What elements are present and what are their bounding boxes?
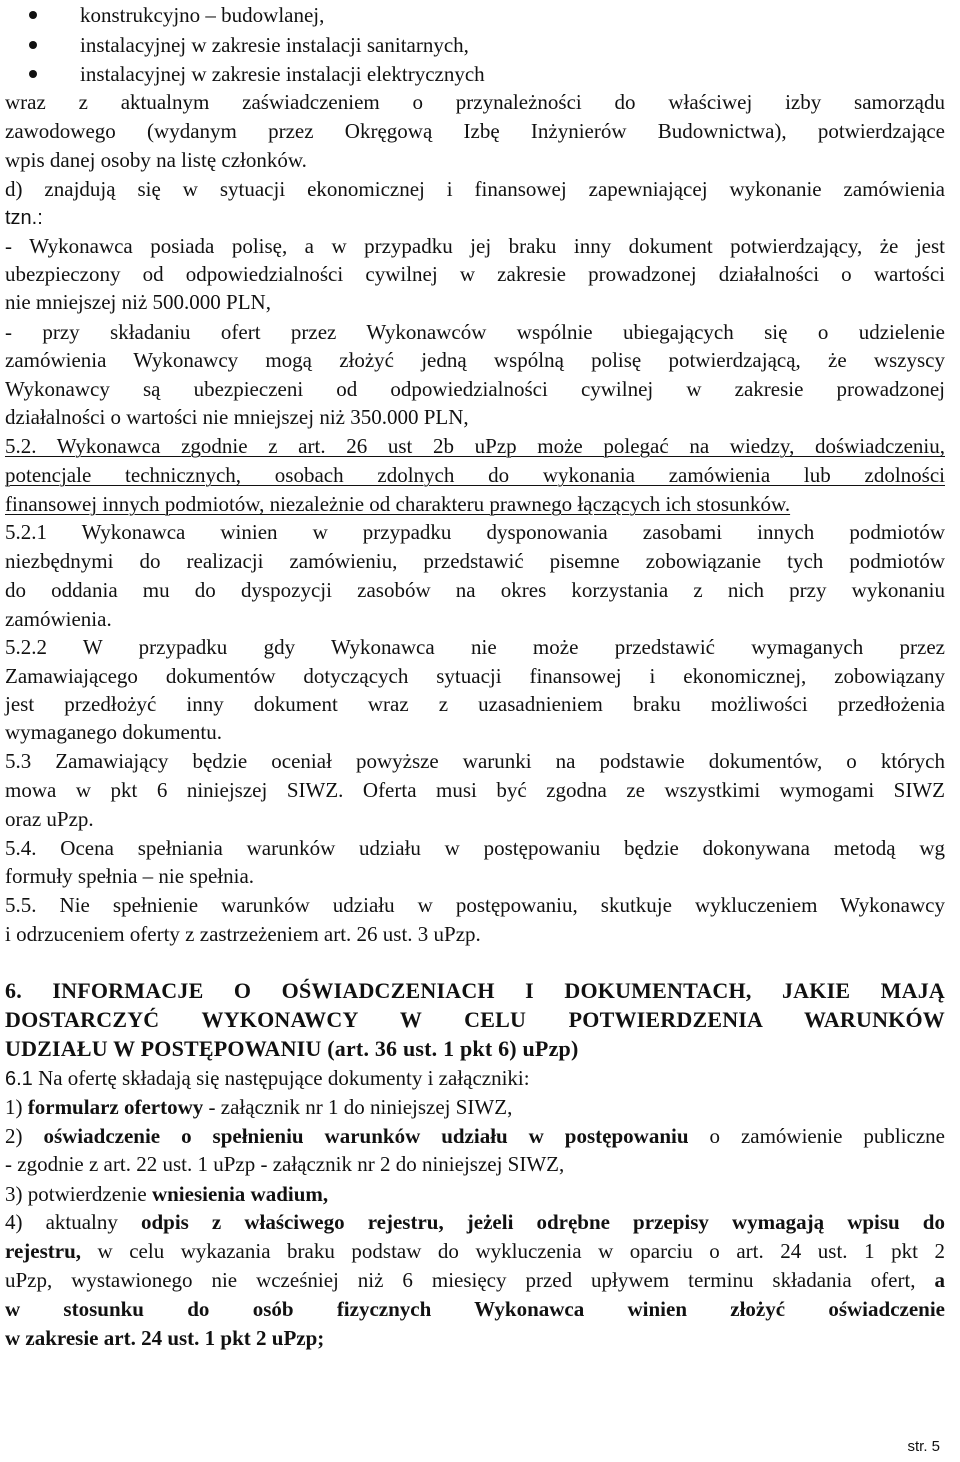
list-item-continuation	[5, 1266, 945, 1294]
bullet-item	[40, 1, 945, 29]
list-item	[5, 1208, 945, 1236]
item-suffix: - załącznik nr 1 do niniejszej SIWZ,	[203, 1095, 513, 1119]
text-line: formuły spełnia – nie spełnia.	[5, 864, 255, 888]
text-line: niezbędnymi do realizacji zamówieniu, przedstawić pisemne zobowiązanie tych podmiotów	[5, 549, 945, 573]
section-heading: UDZIAŁU W POSTĘPOWANIU (art. 36 ust. 1 pkt 6) uPzp)	[5, 1036, 579, 1061]
text-line: tzn.:	[5, 207, 43, 229]
text-line: d) znajdują się w sytuacji ekonomicznej i finansowej zapewniającej wykonanie zamówienia	[5, 177, 945, 201]
text-line-underlined: finansowej innych podmiotów, niezależnie od charakteru prawnego łączących ich stosunków.	[5, 492, 791, 516]
list-item-continuation: w zakresie art. 24 ust. 1 pkt 2 uPzp;	[5, 1326, 325, 1350]
text-line: 5.5. Nie spełnienie warunków udziału w postępowaniu, skutkuje wykluczeniem Wykonawcy	[5, 893, 945, 917]
item-prefix: 1)	[5, 1095, 28, 1119]
text-line: 5.2.1 Wykonawca winien w przypadku dysponowania zasobami innych podmiotów	[5, 520, 945, 544]
bullet-text: instalacyjnej w zakresie instalacji elektrycznych	[80, 62, 485, 86]
intro-number: 6.1	[5, 1068, 33, 1090]
intro-text: Na ofertę składają się następujące dokumenty i załączniki:	[32, 1066, 530, 1090]
section-heading: DOSTARCZYĆ WYKONAWCY W CELU POTWIERDZENIA WARUNKÓW	[5, 1007, 945, 1032]
item-prefix: 2)	[5, 1124, 44, 1148]
bullet-icon	[29, 41, 37, 49]
text-line: oraz uPzp.	[5, 807, 94, 831]
item-prefix: 4) aktualny	[5, 1210, 141, 1234]
text-line: Zamawiającego dokumentów dotyczących sytuacji finansowej i ekonomicznej, zobowiązany	[5, 664, 945, 688]
bullet-icon	[29, 70, 37, 78]
item-text: uPzp, wystawionego nie wcześniej niż 6 miesięcy przed upływem terminu składania ofert,	[5, 1268, 935, 1292]
item-bold: oświadczenie o spełnieniu warunków udziału w postępowaniu	[43, 1124, 689, 1148]
text-line: zamówienia.	[5, 607, 112, 631]
item-bold: odpis z właściwego rejestru, jeżeli odrębne przepisy wymagają wpisu do	[140, 1210, 945, 1234]
bullet-item	[40, 60, 945, 88]
text-line: mowa w pkt 6 niniejszej SIWZ. Oferta musi być zgodna ze wszystkimi wymogami SIWZ	[5, 778, 945, 802]
text-line: nie mniejszej niż 500.000 PLN,	[5, 290, 271, 314]
text-line: Wykonawcy są ubezpieczeni od odpowiedzialności cywilnej w zakresie prowadzonej	[5, 377, 945, 401]
text-line: 5.4. Ocena spełniania warunków udziału w postępowaniu będzie dokonywana metodą wg	[5, 836, 945, 860]
page-number: str. 5	[907, 1438, 940, 1455]
item-suffix: o zamówienie publiczne	[688, 1124, 945, 1148]
list-item	[5, 1180, 945, 1208]
bullet-text: konstrukcyjno – budowlanej,	[80, 3, 325, 27]
text-line: działalności o wartości nie mniejszej niż 350.000 PLN,	[5, 405, 469, 429]
list-item	[5, 1122, 945, 1150]
text-line-underlined: 5.2. Wykonawca zgodnie z art. 26 ust 2b uPzp może polegać na wiedzy, doświadczeniu,	[5, 434, 945, 458]
text-line: wpis danej osoby na listę członków.	[5, 148, 307, 172]
list-item	[5, 1093, 945, 1121]
text-line: - Wykonawca posiada polisę, a w przypadku jej braku inny dokument potwierdzający, że jest	[5, 234, 945, 258]
item-bold: wniesienia wadium,	[151, 1182, 329, 1206]
text-line: 5.2.2 W przypadku gdy Wykonawca nie może przedstawić wymaganych przez	[5, 635, 945, 659]
item-suffix: w celu wykazania braku podstaw do wykluczenia w oparciu o art. 24 ust. 1 pkt 2	[81, 1239, 945, 1263]
bullet-icon	[29, 11, 37, 19]
text-line: wraz z aktualnym zaświadczeniem o przynależności do właściwej izby samorządu	[5, 90, 945, 114]
list-item-continuation	[5, 1237, 945, 1265]
text-line: wymaganego dokumentu.	[5, 720, 222, 744]
list-item-continuation: w stosunku do osób fizycznych Wykonawca winien złożyć oświadczenie	[5, 1297, 945, 1321]
text-line: ubezpieczony od odpowiedzialności cywilnej w zakresie prowadzonej działalności o wartości	[5, 262, 945, 286]
text-line: do oddania mu do dyspozycji zasobów na okres korzystania z nich przy wykonaniu	[5, 578, 945, 602]
text-line: i odrzuceniem oferty z zastrzeżeniem art. 26 ust. 3 uPzp.	[5, 922, 481, 946]
text-line: - przy składaniu ofert przez Wykonawców wspólnie ubiegających się o udzielenie	[5, 320, 945, 344]
text-line-underlined: potencjale technicznych, osobach zdolnych do wykonania zamówienia lub zdolności	[5, 463, 945, 487]
bullet-item	[40, 31, 945, 59]
item-bold: a	[934, 1268, 945, 1292]
item-prefix: 3) potwierdzenie	[5, 1182, 152, 1206]
intro-line	[5, 1064, 945, 1092]
text-line: zamówienia Wykonawcy mogą złożyć jedną wspólną polisę potwierdzającą, że wszyscy	[5, 348, 945, 372]
text-line: zawodowego (wydanym przez Okręgową Izbę Inżynierów Budownictwa), potwierdzające	[5, 119, 945, 143]
item-bold: rejestru,	[5, 1239, 81, 1263]
item-bold: formularz ofertowy	[27, 1095, 204, 1119]
bullet-text: instalacyjnej w zakresie instalacji sanitarnych,	[80, 33, 469, 57]
text-line: 5.3 Zamawiający będzie oceniał powyższe warunki na podstawie dokumentów, o których	[5, 749, 945, 773]
list-item-continuation: - zgodnie z art. 22 ust. 1 uPzp - załącznik nr 2 do niniejszej SIWZ,	[5, 1152, 565, 1176]
section-heading: 6. INFORMACJE O OŚWIADCZENIACH I DOKUMENTACH, JAKIE MAJĄ	[5, 978, 945, 1003]
text-line: jest przedłożyć inny dokument wraz z uzasadnieniem braku możliwości przedłożenia	[5, 692, 945, 716]
